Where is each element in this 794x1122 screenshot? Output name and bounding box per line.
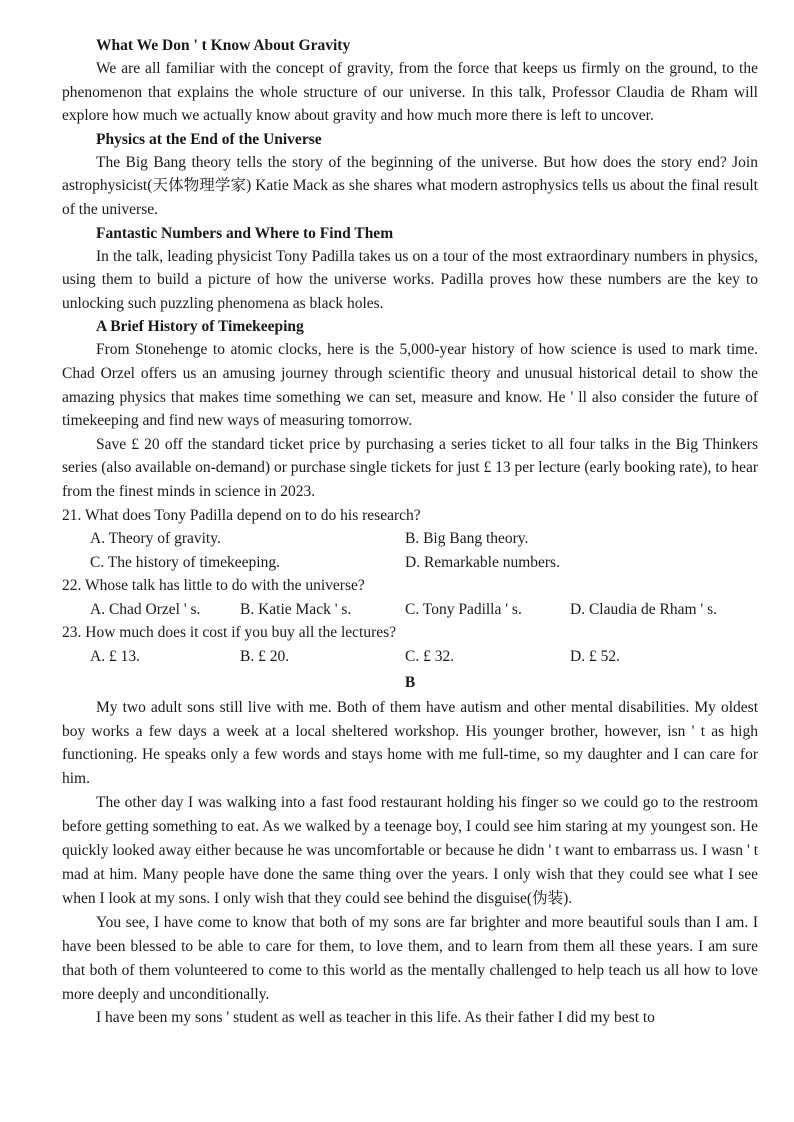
passage-b-paragraph: The other day I was walking into a fast food restaurant holding his finger so we could go to the restroom before getting something to eat. As we walked by a teenage boy, I could see him staring at my youngest son. He quickly looked away either because he was uncomfortable or because he didn ' t want to embarrass us. I wasn ' t mad at him. Many people have done the same thing over the years. I only wish that they could see what I see when I look at my sons. I only wish that they could see behind the disguise(伪装). [62, 794, 758, 907]
talk-description-gravity: We are all familiar with the concept of gravity, from the force that keeps us firmly on the ground, to the phenomenon that explains the whole structure of our universe. In this talk, Professor Claudia de Rham will explore how much we actually know about gravity and how much more there is left to uncover. [62, 60, 758, 125]
question-stem: 21. What does Tony Padilla depend on to do his research? [62, 506, 421, 524]
option-d: D. £ 52. [570, 648, 620, 666]
ticket-info-paragraph: Save £ 20 off the standard ticket price by purchasing a series ticket to all four talks in the Big Thinkers series (also available on-demand) or purchase single tickets for just £ 13 per lecture (early booking rate), to hear from the finest minds in science in 2023. [62, 435, 758, 500]
talk-title-fantastic-numbers: Fantastic Numbers and Where to Find Them [96, 224, 394, 242]
question-stem: 22. Whose talk has little to do with the universe? [62, 577, 365, 595]
option-a: A. Chad Orzel ' s. [90, 600, 201, 618]
option-b: B. £ 20. [240, 648, 290, 666]
passage-b-heading: B [404, 673, 416, 691]
option-a: A. £ 13. [90, 648, 140, 666]
question-23 [62, 621, 758, 668]
answer-options [62, 645, 758, 669]
option-c: C. Tony Padilla ' s. [405, 600, 522, 618]
passage-b-paragraph: My two adult sons still live with me. Both of them have autism and other mental disabilities. My oldest boy works a few days a week at a local sheltered workshop. His younger brother, however, isn ' t as high functioning. He speaks only a few words and stays home with me full-time, so my daughter and I can care for him. [62, 698, 758, 788]
talk-description-timekeeping: From Stonehenge to atomic clocks, here is the 5,000-year history of how science is used to mark time. Chad Orzel offers us an amusing journey through scientific theory and unusual historical detail to show the amazing physics that makes time something we can set, measure and know. He ' ll also consider the future of timekeeping and find new ways of measuring tomorrow. [62, 341, 758, 430]
question-22 [62, 574, 758, 621]
answer-options [62, 598, 758, 622]
answer-options [62, 527, 758, 574]
talk-description-fantastic-numbers: In the talk, leading physicist Tony Padilla takes us on a tour of the most extraordinary numbers in physics, using them to build a picture of how the universe works. Padilla proves how these numbers are the key to unlocking such puzzling phenomena as black holes. [62, 247, 758, 312]
passage-b-paragraph: You see, I have come to know that both of my sons are far brighter and more beautiful souls than I am. I have been blessed to be able to care for them, to love them, and to learn from them all these years. I am sure that both of them volunteered to come to this world as the mentally challenged to help teach us all how to love more deeply and unconditionally. [62, 913, 758, 1003]
option-d: D. Claudia de Rham ' s. [570, 600, 718, 618]
question-21 [62, 504, 758, 575]
option-c: C. £ 32. [405, 648, 455, 666]
option-d: D. Remarkable numbers. [405, 553, 560, 571]
option-c: C. The history of timekeeping. [90, 553, 280, 571]
talk-title-end-of-universe: Physics at the End of the Universe [96, 130, 322, 148]
option-a: A. Theory of gravity. [90, 530, 221, 548]
talk-description-end-of-universe: The Big Bang theory tells the story of the beginning of the universe. But how does the story end? Join astrophysicist(天体物理学家) Katie Mack as she shares what modern astrophysics tells us about the final result of the universe. [62, 153, 758, 218]
talk-title-timekeeping: A Brief History of Timekeeping [96, 318, 304, 336]
option-b: B. Katie Mack ' s. [240, 600, 352, 618]
talk-title-gravity: What We Don ' t Know About Gravity [96, 37, 351, 54]
question-stem: 23. How much does it cost if you buy all the lectures? [62, 624, 397, 642]
passage-b [62, 696, 758, 1031]
option-b: B. Big Bang theory. [405, 530, 529, 548]
passage-b-paragraph: I have been my sons ' student as well as teacher in this life. As their father I did my best to [96, 1009, 655, 1027]
